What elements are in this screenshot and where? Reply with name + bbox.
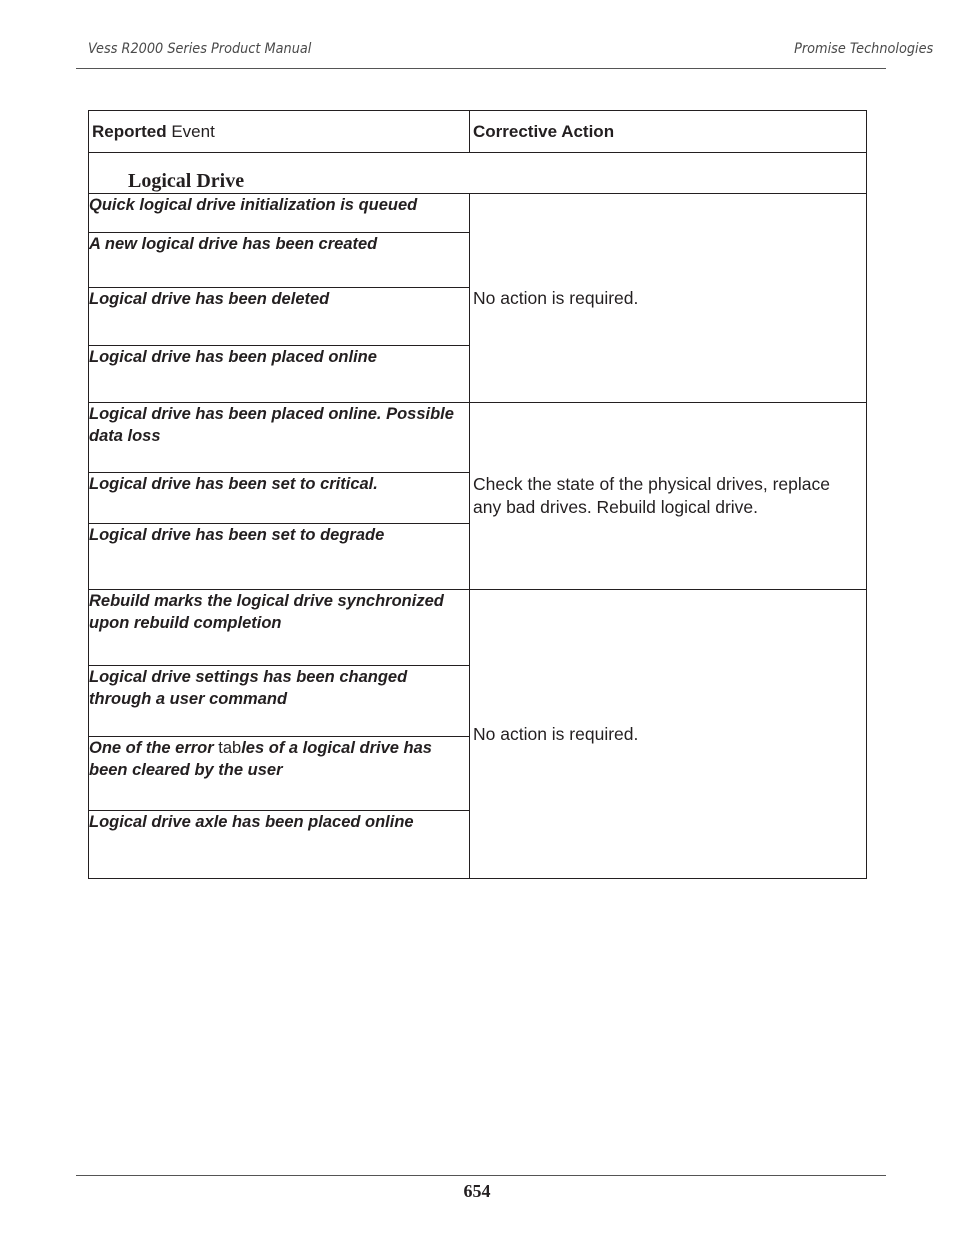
- table-row: [89, 403, 867, 473]
- table-header-row: [89, 111, 867, 153]
- event-cell: Logical drive has been placed online: [89, 346, 470, 403]
- event-cell: Rebuild marks the logical drive synchronized upon rebuild completion: [89, 590, 470, 666]
- event-cell: Logical drive has been placed online. Possible data loss: [89, 403, 470, 473]
- section-row: [89, 153, 867, 194]
- page-number: 654: [463, 1181, 491, 1201]
- event-cell: Logical drive has been set to critical.: [89, 473, 470, 524]
- action-cell: No action is required.: [470, 590, 867, 879]
- section-cell: [89, 153, 867, 194]
- event-cell: Logical drive has been set to degrade: [89, 524, 470, 590]
- event-cell: Logical drive axle has been placed online: [89, 811, 470, 879]
- table-row: [89, 590, 867, 666]
- table-row: [89, 194, 867, 233]
- action-cell: No action is required.: [470, 194, 867, 403]
- event-cell: Logical drive has been deleted: [89, 288, 470, 346]
- action-cell: Check the state of the physical drives, replace any bad drives. Rebuild logical drive.: [470, 403, 867, 590]
- footer-rule: [76, 1175, 886, 1176]
- page-header: [76, 40, 933, 69]
- event-cell: One of the error tables of a logical drive has been cleared by the user: [89, 737, 470, 811]
- column-header-corrective-action: Corrective Action: [470, 111, 867, 153]
- event-cell: Quick logical drive initialization is queued: [89, 194, 470, 233]
- company-name: Promise Technologies: [793, 41, 933, 57]
- event-cell: Logical drive settings has been changed through a user command: [89, 666, 470, 737]
- event-cell: A new logical drive has been created: [89, 233, 470, 288]
- section-title: Logical Drive: [128, 170, 245, 192]
- manual-title: Vess R2000 Series Product Manual: [88, 41, 312, 57]
- event-table: [88, 110, 867, 879]
- column-header-reported-event: Reported Event: [89, 111, 470, 153]
